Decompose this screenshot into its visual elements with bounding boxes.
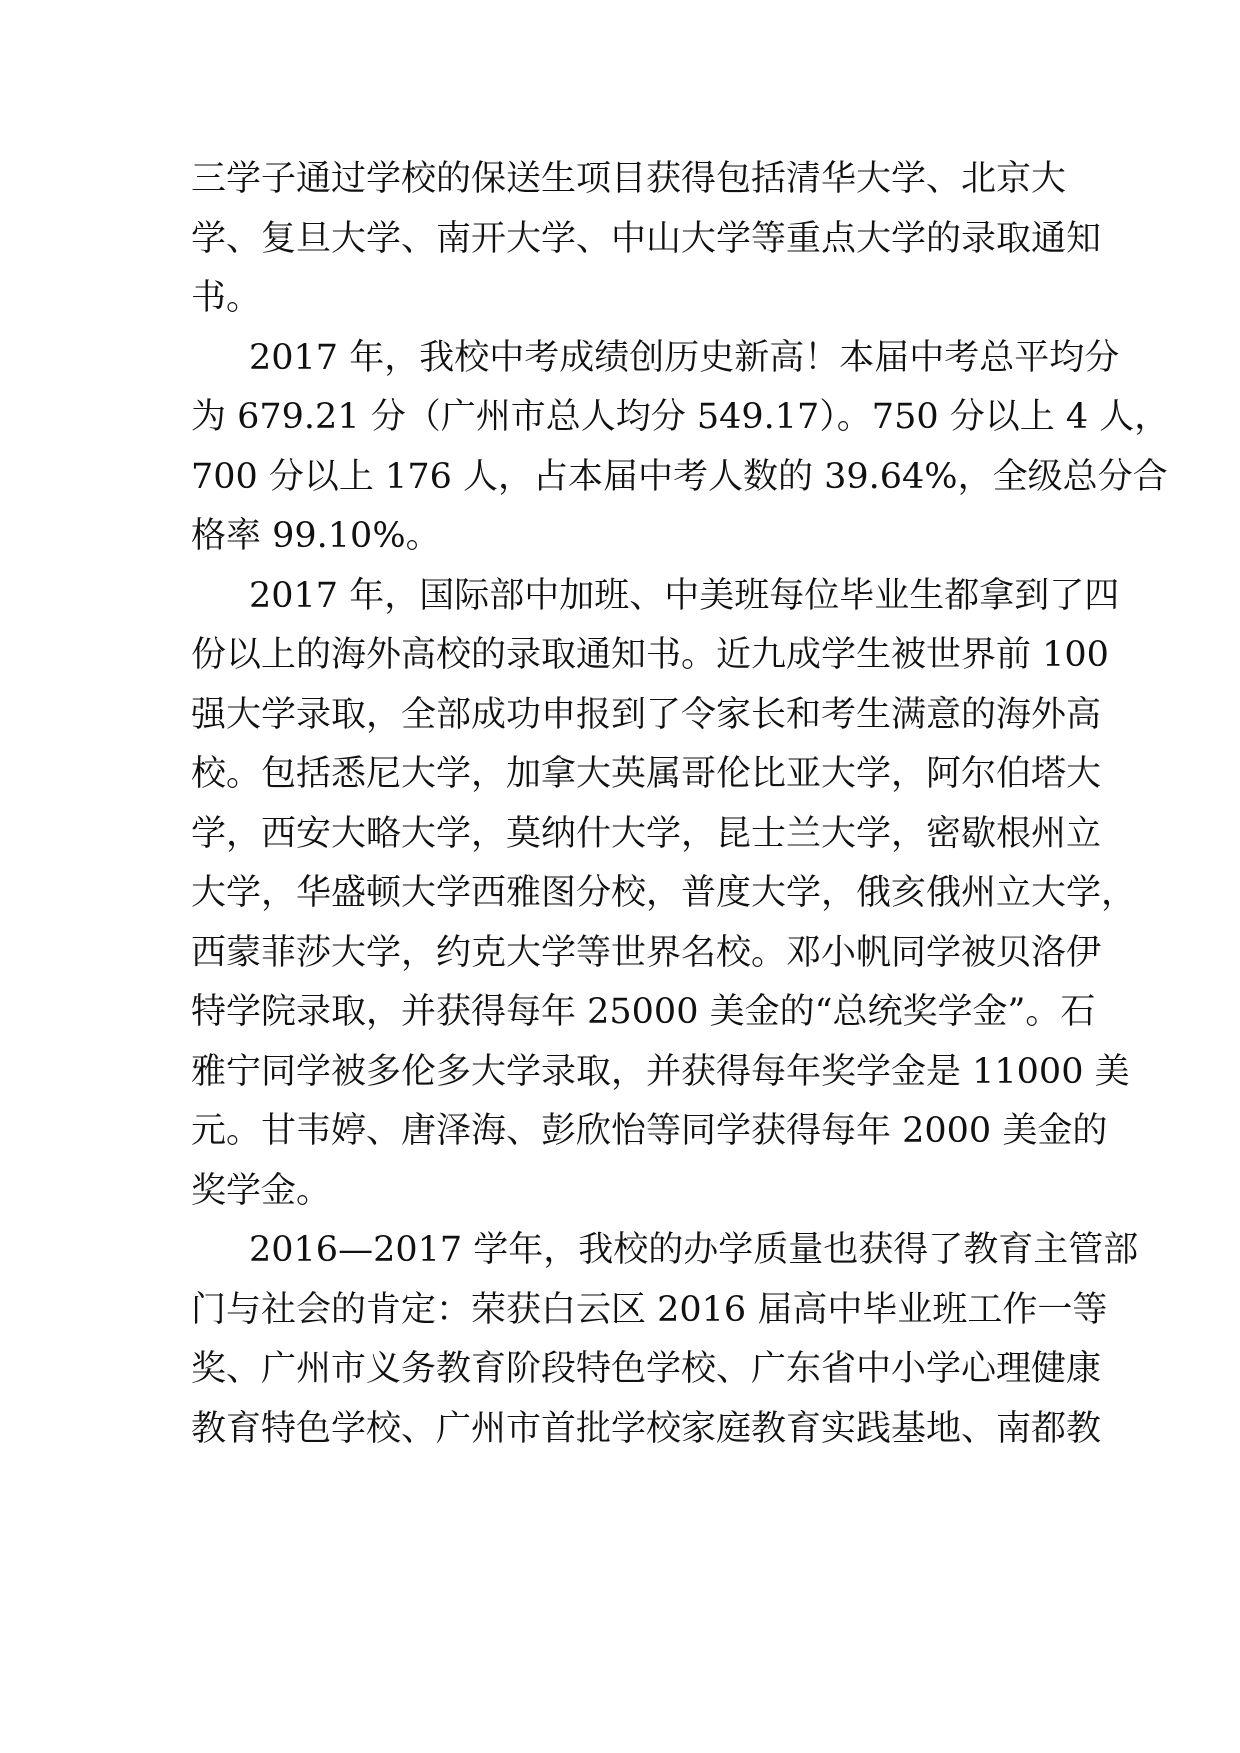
paragraph [191, 150, 1102, 329]
text-line: 雅宁同学被多伦多大学录取，并获得每年奖学金是 11000 美 [191, 1051, 1130, 1092]
text-line: 校。包括悉尼大学，加拿大英属哥伦比亚大学，阿尔伯塔大 [191, 754, 1102, 794]
text-line: 门与社会的肯定：荣获白云区 2016 届高中毕业班工作一等 [191, 1289, 1108, 1330]
text-line: 教育特色学校、广州市首批学校家庭教育实践基地、南都教 [191, 1408, 1102, 1449]
text-line: 为 679.21 分（广州市总人均分 549.17）。750 分以上 4 人， [191, 397, 1170, 437]
text-line: 700 分以上 176 人，占本届中考人数的 39.64%，全级总分合 [191, 456, 1168, 497]
text-line: 奖、广州市义务教育阶段特色学校、广东省中小学心理健康 [191, 1349, 1102, 1389]
text-line: 2017 年，国际部中加班、中美班每位毕业生都拿到了四 [249, 575, 1120, 616]
text-line: 2016—2017 学年，我校的办学质量也获得了教育主管部 [249, 1230, 1139, 1270]
text-line: 三学子通过学校的保送生项目获得包括清华大学、北京大 [191, 159, 1067, 199]
paragraph [191, 1221, 1139, 1459]
paragraph [191, 567, 1137, 1222]
text-line: 格率 99.10%。 [191, 516, 441, 556]
text-line: 奖学金。 [191, 1170, 332, 1211]
text-line: 西蒙菲莎大学，约克大学等世界名校。邓小帆同学被贝洛伊 [191, 932, 1102, 973]
text-line: 学、复旦大学、南开大学、中山大学等重点大学的录取通知 [191, 218, 1102, 259]
text-line: 2017 年，我校中考成绩创历史新高！本届中考总平均分 [249, 337, 1120, 378]
text-line: 学，西安大略大学，莫纳什大学，昆士兰大学，密歇根州立 [191, 813, 1102, 854]
text-line: 份以上的海外高校的录取通知书。近九成学生被世界前 100 [191, 635, 1109, 675]
text-line: 元。甘韦婷、唐泽海、彭欣怡等同学获得每年 2000 美金的 [191, 1111, 1108, 1151]
text-line: 大学，华盛顿大学西雅图分校，普度大学，俄亥俄州立大学， [191, 873, 1137, 913]
document-body [191, 150, 1170, 1459]
text-line: 强大学录取，全部成功申报到了令家长和考生满意的海外高 [191, 694, 1102, 735]
paragraph [191, 329, 1170, 567]
text-line: 书。 [191, 278, 262, 318]
text-line: 特学院录取，并获得每年 25000 美金的“总统奖学金”。石 [191, 992, 1096, 1032]
